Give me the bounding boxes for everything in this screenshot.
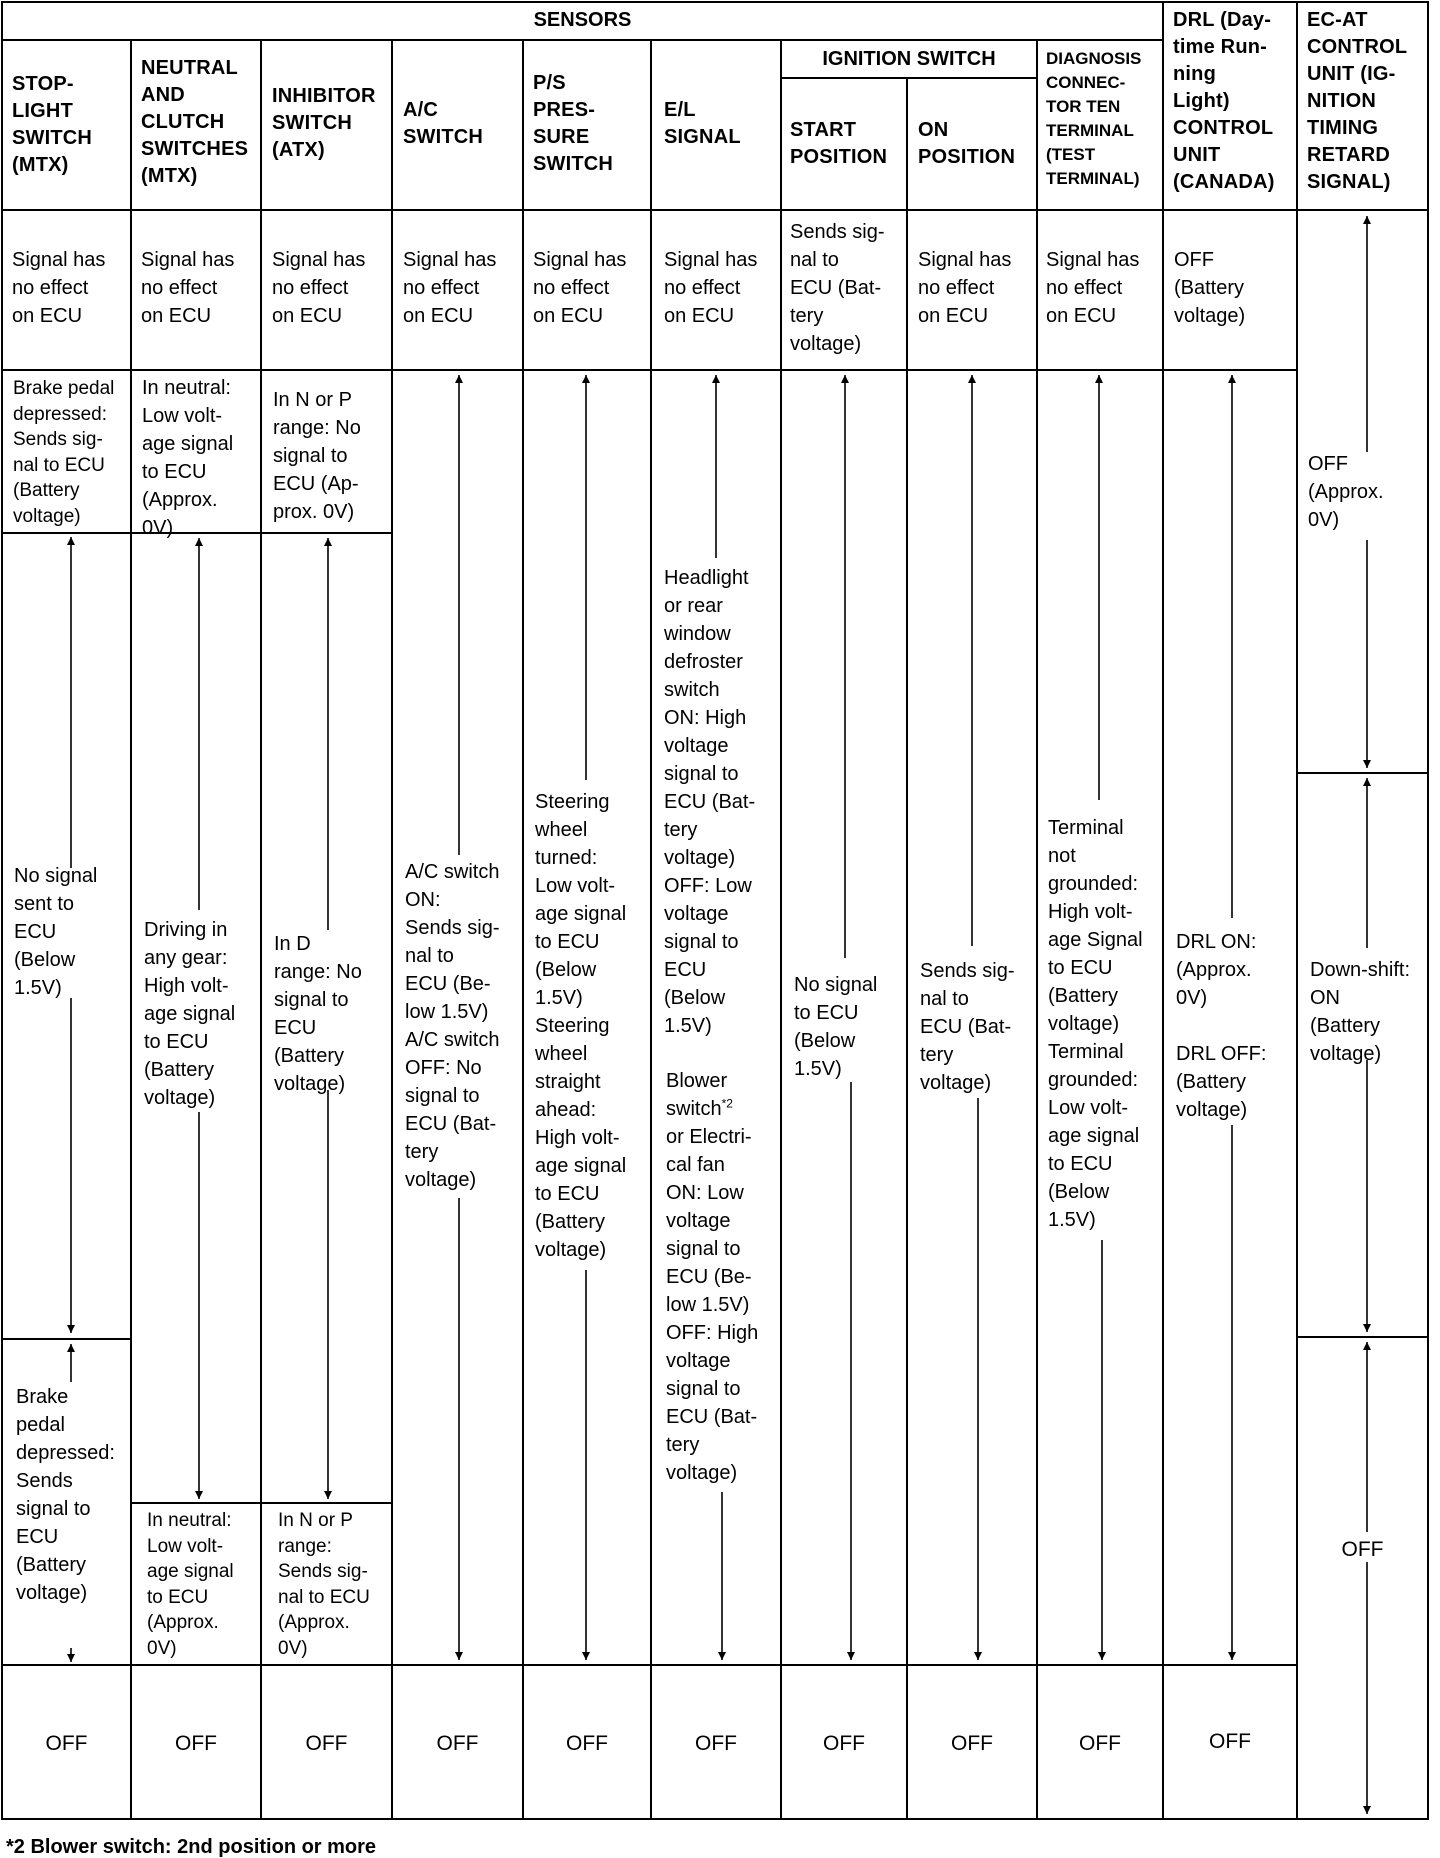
footnote-marker: *2: [721, 1096, 733, 1111]
cell-on-no-effect: Signal has no effect on ECU: [918, 249, 1012, 327]
cell-inhibitor-n-or-p: In N or P range: No signal to ECU (Ap- prox. 0V): [273, 389, 361, 523]
cell-ac-off: OFF: [436, 1732, 479, 1755]
cell-ecat-off-lower: OFF: [1341, 1538, 1384, 1561]
header-ignition-switch: IGNITION SWITCH: [822, 48, 996, 70]
cell-el-blower-text: or Electri- cal fan ON: Low voltage signal to ECU (Be- low 1.5V) OFF: High voltage signal to ECU (Bat- tery voltage): [666, 1126, 759, 1484]
header-neutral-clutch-switches: NEUTRAL AND CLUTCH SWITCHES (MTX): [141, 57, 249, 187]
footnote: *2 Blower switch: 2nd position or more: [6, 1836, 377, 1858]
header-ps-pressure-switch: P/S PRES- SURE SWITCH: [533, 72, 614, 175]
cell-drl-off: OFF: [1209, 1730, 1251, 1753]
cell-el-off: OFF: [695, 1732, 737, 1755]
cell-start-sends-signal: Sends sig- nal to ECU (Bat- tery voltage): [790, 221, 885, 355]
header-on-position: ON POSITION: [918, 119, 1016, 168]
cell-start-no-signal: No signal to ECU (Below 1.5V): [794, 974, 878, 1080]
cell-drl-on-off: DRL ON: (Approx. 0V) DRL OFF: (Battery voltage): [1176, 931, 1267, 1121]
cell-neutral-no-effect: Signal has no effect on ECU: [141, 249, 235, 327]
header-start-position: START POSITION: [790, 119, 888, 168]
cell-el-headlight-defroster: Headlight or rear window defroster switch ON: High voltage signal to ECU (Bat- tery voltage) OFF: Low voltage signal to ECU (Below 1.5V): [664, 567, 756, 1037]
cell-ps-steering-wheel: Steering wheel turned: Low volt- age signal to ECU (Below 1.5V) Steering wheel straight ahead: High volt- age signal to ECU (Battery voltage): [535, 791, 627, 1261]
header-diagnosis-connector: DIAGNOSIS CONNEC- TOR TEN TERMINAL (TEST TERMINAL): [1046, 49, 1142, 188]
cell-diag-terminal-grounded: Terminal not grounded: High volt- age Signal to ECU (Battery voltage) Terminal grounded: Low volt- age signal to ECU (Below 1.5V): [1048, 817, 1143, 1231]
cell-diag-no-effect: Signal has no effect on ECU: [1046, 249, 1140, 327]
cell-stoplight-off: OFF: [45, 1732, 88, 1755]
header-sensors: SENSORS: [533, 9, 632, 31]
cell-diag-off: OFF: [1079, 1732, 1121, 1755]
cell-ecat-off-approx: OFF (Approx. 0V): [1308, 453, 1384, 531]
cell-on-sends-signal: Sends sig- nal to ECU (Bat- tery voltage): [920, 960, 1015, 1094]
header-ac-switch: A/C SWITCH: [403, 99, 484, 148]
cell-neutral-driving-any-gear: Driving in any gear: High volt- age signal to ECU (Battery voltage): [144, 919, 236, 1109]
header-el-signal: E/L SIGNAL: [664, 99, 741, 148]
cell-stoplight-brake-depressed: Brake pedal depressed: Sends sig- nal to ECU (Battery voltage): [13, 378, 115, 527]
cell-neutral-in-neutral: In neutral: Low volt- age signal to ECU (Approx. 0V): [142, 377, 234, 539]
cell-ecat-down-shift: Down-shift: ON (Battery voltage): [1310, 959, 1411, 1065]
cell-inhibitor-no-effect: Signal has no effect on ECU: [272, 249, 366, 327]
cell-el-no-effect: Signal has no effect on ECU: [664, 249, 758, 327]
cell-start-off: OFF: [823, 1732, 865, 1755]
cell-ps-no-effect: Signal has no effect on ECU: [533, 249, 627, 327]
header-stoplight-switch: STOP- LIGHT SWITCH (MTX): [12, 73, 93, 176]
cell-ac-switch-on-off: A/C switch ON: Sends sig- nal to ECU (Be- low 1.5V) A/C switch OFF: No signal to ECU (Bat- tery voltage): [405, 861, 500, 1191]
cell-el-blower-label: Blower switch: [666, 1070, 728, 1120]
cell-inhibitor-n-or-p-lower: In N or P range: Sends sig- nal to ECU (Approx. 0V): [278, 1510, 370, 1659]
header-inhibitor-switch: INHIBITOR SWITCH (ATX): [272, 85, 376, 161]
cell-on-off: OFF: [951, 1732, 993, 1755]
cell-stoplight-brake-depressed-lower: Brake pedal depressed: Sends signal to ECU (Battery voltage): [16, 1386, 115, 1604]
cell-drl-off-battery: OFF (Battery voltage): [1174, 249, 1246, 327]
cell-ac-no-effect: Signal has no effect on ECU: [403, 249, 497, 327]
cell-stoplight-no-effect: Signal has no effect on ECU: [12, 249, 106, 327]
cell-el-blower-switch: [666, 1067, 758, 1487]
cell-neutral-off: OFF: [175, 1732, 217, 1755]
cell-stoplight-no-signal: No signal sent to ECU (Below 1.5V): [14, 865, 98, 999]
cell-ps-off: OFF: [566, 1732, 608, 1755]
cell-inhibitor-d-range: In D range: No signal to ECU (Battery voltage): [274, 933, 362, 1095]
header-ecat-control-unit: EC-AT CONTROL UNIT (IG- NITION TIMING RETARD SIGNAL): [1307, 9, 1408, 193]
cell-inhibitor-off: OFF: [305, 1732, 348, 1755]
header-drl-control-unit: DRL (Day- time Run- ning Light) CONTROL UNIT (CANADA): [1173, 9, 1275, 193]
cell-neutral-in-neutral-lower: In neutral: Low volt- age signal to ECU (Approx. 0V): [147, 1510, 234, 1659]
